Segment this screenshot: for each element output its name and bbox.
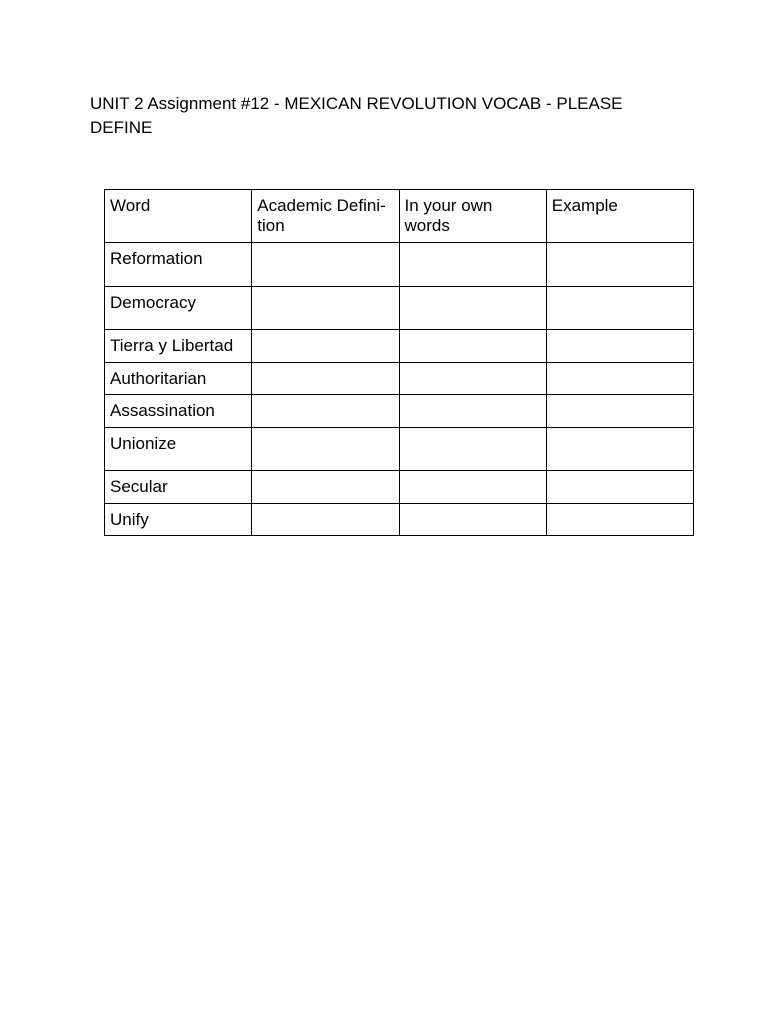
header-example [546, 190, 693, 243]
example-cell[interactable] [546, 330, 693, 363]
header-academic-definition: Academic Defini- tion [252, 190, 399, 243]
own-words-cell[interactable] [399, 395, 546, 428]
word-cell: Unify [105, 503, 252, 536]
header-own-words: In your own words [399, 190, 546, 243]
own-words-cell[interactable] [399, 286, 546, 330]
example-cell[interactable] [546, 395, 693, 428]
word-cell: Assassination [105, 395, 252, 428]
academic-definition-cell[interactable] [252, 503, 399, 536]
table-row [105, 427, 694, 471]
word-cell: Democracy [105, 286, 252, 330]
academic-definition-cell[interactable] [252, 286, 399, 330]
academic-definition-cell[interactable] [252, 471, 399, 504]
academic-definition-cell[interactable] [252, 362, 399, 395]
example-cell[interactable] [546, 362, 693, 395]
table-header-row [105, 190, 694, 243]
word-cell: Tierra y Libertad [105, 330, 252, 363]
own-words-cell[interactable] [399, 330, 546, 363]
academic-definition-cell[interactable] [252, 427, 399, 471]
own-words-cell[interactable] [399, 427, 546, 471]
example-cell[interactable] [546, 286, 693, 330]
header-example-label: Example [551, 196, 618, 215]
page-title: UNIT 2 Assignment #12 - MEXICAN REVOLUTION VOCAB - PLEASE DEFINE [90, 94, 623, 137]
header-word-label: Word [110, 196, 151, 215]
word-cell: Authoritarian [105, 362, 252, 395]
academic-definition-cell[interactable] [252, 330, 399, 363]
table-row [105, 503, 694, 536]
own-words-cell[interactable] [399, 362, 546, 395]
academic-definition-cell[interactable] [252, 395, 399, 428]
example-cell[interactable] [546, 427, 693, 471]
table-row [105, 362, 694, 395]
word-cell: Reformation [105, 243, 252, 287]
academic-definition-cell[interactable] [252, 243, 399, 287]
word-cell: Unionize [105, 427, 252, 471]
table-row [105, 395, 694, 428]
own-words-cell[interactable] [399, 243, 546, 287]
table-row [105, 330, 694, 363]
vocab-table [104, 189, 694, 536]
own-words-cell[interactable] [399, 471, 546, 504]
table-row [105, 243, 694, 287]
example-cell[interactable] [546, 503, 693, 536]
word-cell: Secular [105, 471, 252, 504]
example-cell[interactable] [546, 471, 693, 504]
own-words-cell[interactable] [399, 503, 546, 536]
example-cell[interactable] [546, 243, 693, 287]
table-row [105, 286, 694, 330]
header-word [105, 190, 252, 243]
table-row [105, 471, 694, 504]
